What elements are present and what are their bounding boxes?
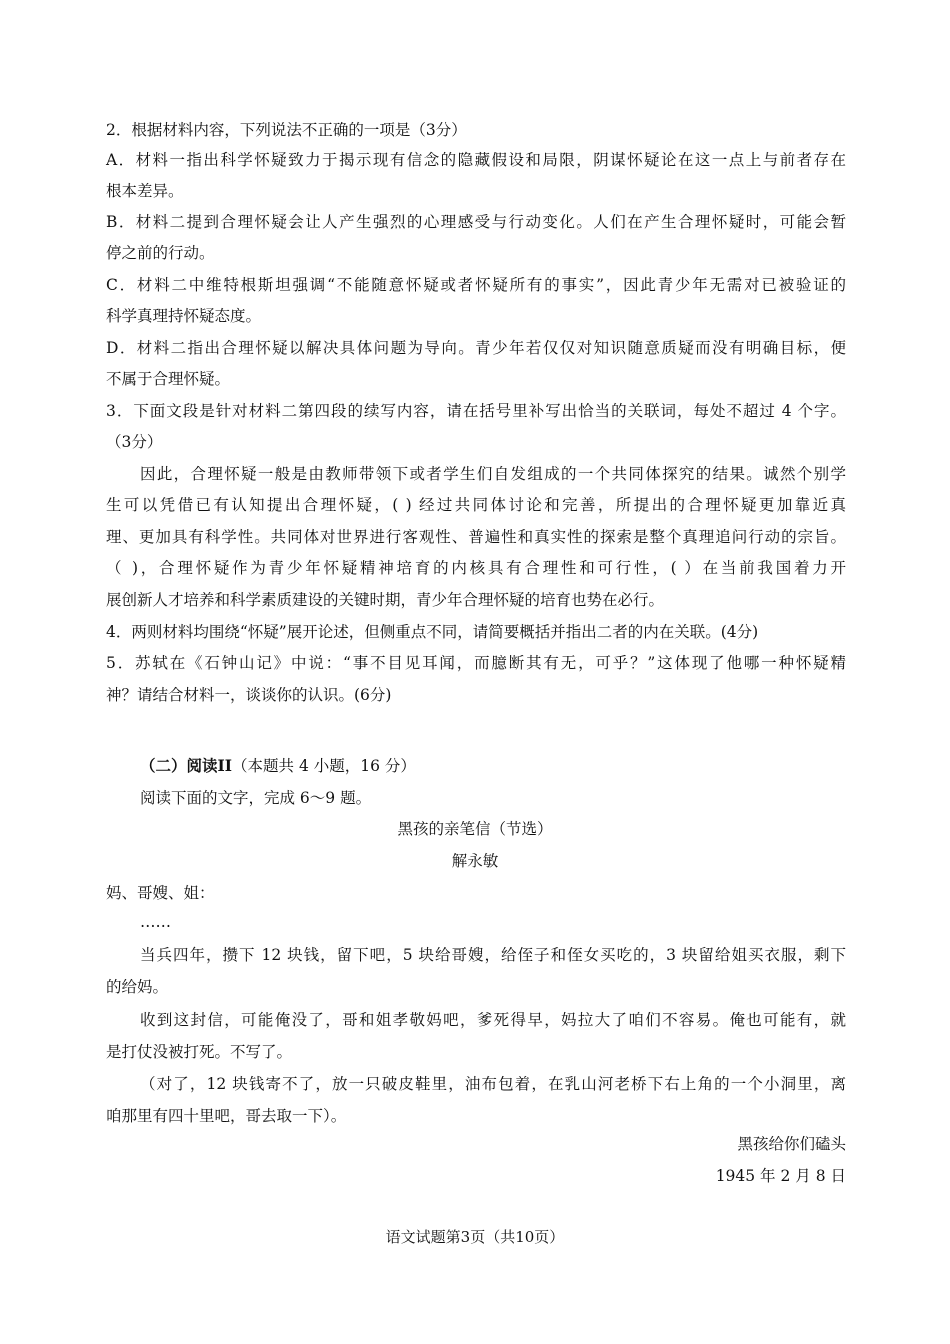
letter-paragraph-line: 收到这封信，可能俺没了，哥和姐孝敬妈吧，爹死得早，妈拉大了咱们不容易。俺也可能有，就: [140, 1011, 846, 1029]
question-2-option-d: D．材料二指出合理怀疑以解决具体问题为导向。青少年若仅仅对知识随意质疑而没有明确目标，便: [106, 339, 846, 357]
section-heading: [140, 756, 416, 776]
question-2-option-b-cont: 停之前的行动。: [106, 244, 215, 262]
article-title-text: 黑孩的亲笔信: [397, 820, 491, 838]
letter-greeting: 妈、哥嫂、姐：: [106, 884, 215, 902]
question-3-passage-line: 理、更加具有科学性。共同体对世界进行客观性、普遍性和真实性的探索是整个真理追问行动的宗旨。: [106, 528, 846, 546]
question-5: 5．苏轼在《石钟山记》中说：“事不目见耳闻，而臆断其有无，可乎？”这体现了他哪一种怀疑精: [106, 654, 846, 672]
section-title: （二）阅读II: [140, 756, 233, 775]
letter-paragraph-line: 咱那里有四十里吧，哥去取一下）。: [106, 1107, 347, 1125]
letter-paragraph-line: 当兵四年，攒下 12 块钱，留下吧，5 块给哥嫂，给侄子和侄女买吃的，3 块留给姐买衣服，剩下: [140, 946, 846, 964]
question-3-passage-line: （ )，合理怀疑作为青少年怀疑精神培育的内核具有合理性和可行性，( ）在当前我国着力开: [106, 559, 846, 577]
article-author: 解永敏: [451, 852, 499, 870]
article-title: [0, 819, 950, 839]
question-5-cont: 神？请结合材料一，谈谈你的认识。(6分): [106, 686, 392, 704]
section-instruction: 阅读下面的文字，完成 6～9 题。: [140, 789, 372, 807]
question-2-option-b: B．材料二提到合理怀疑会让人产生强烈的心理感受与行动变化。人们在产生合理怀疑时，可能会暂: [106, 213, 846, 231]
question-2-option-a-cont: 根本差异。: [106, 182, 184, 200]
letter-paragraph-line: （对了，12 块钱寄不了，放一只破皮鞋里，油布包着，在乳山河老桥下右上角的一个小洞里，离: [140, 1075, 846, 1093]
letter-date: 1945 年 2 月 8 日: [715, 1167, 846, 1185]
question-3-passage-line: 因此，合理怀疑一般是由教师带领下或者学生们自发组成的一个共同体探究的结果。诚然个别学: [140, 465, 846, 483]
question-3-passage-line: 展创新人才培养和科学素质建设的关键时期，青少年合理怀疑的培育也势在必行。: [106, 591, 665, 609]
question-3-passage-line: 生可以凭借已有认知提出合理怀疑，( ) 经过共同体讨论和完善，所提出的合理怀疑更加靠近真: [106, 496, 846, 514]
question-3-points: （3分）: [106, 433, 163, 451]
page-footer: 语文试题第3页（共10页）: [385, 1228, 565, 1246]
letter-signature: 黑孩给你们磕头: [737, 1135, 846, 1153]
question-3-stem: 3．下面文段是针对材料二第四段的续写内容，请在括号里补写出恰当的关联词，每处不超过 4 个字。: [106, 402, 846, 420]
letter-paragraph-line: 的给妈。: [106, 978, 169, 996]
section-note: （本题共 4 小题，16 分）: [232, 757, 416, 775]
question-2-stem: 2．根据材料内容，下列说法不正确的一项是（3分）: [106, 121, 467, 139]
question-2-option-c-cont: 科学真理持怀疑态度。: [106, 307, 262, 325]
letter-ellipsis: ……: [140, 913, 171, 931]
question-2-option-d-cont: 不属于合理怀疑。: [106, 370, 231, 388]
question-4: 4．两则材料均围绕“怀疑”展开论述，但侧重点不同，请简要概括并指出二者的内在关联。(4分): [106, 623, 759, 641]
question-2-option-a: A．材料一指出科学怀疑致力于揭示现有信念的隐藏假设和局限，阴谋怀疑论在这一点上与前者存在: [106, 151, 846, 169]
question-2-option-c: C．材料二中维特根斯坦强调“不能随意怀疑或者怀疑所有的事实”，因此青少年无需对已被验证的: [106, 276, 846, 294]
letter-paragraph-line: 是打仗没被打死。不写了。: [106, 1043, 293, 1061]
article-title-note: （节选）: [490, 820, 553, 838]
